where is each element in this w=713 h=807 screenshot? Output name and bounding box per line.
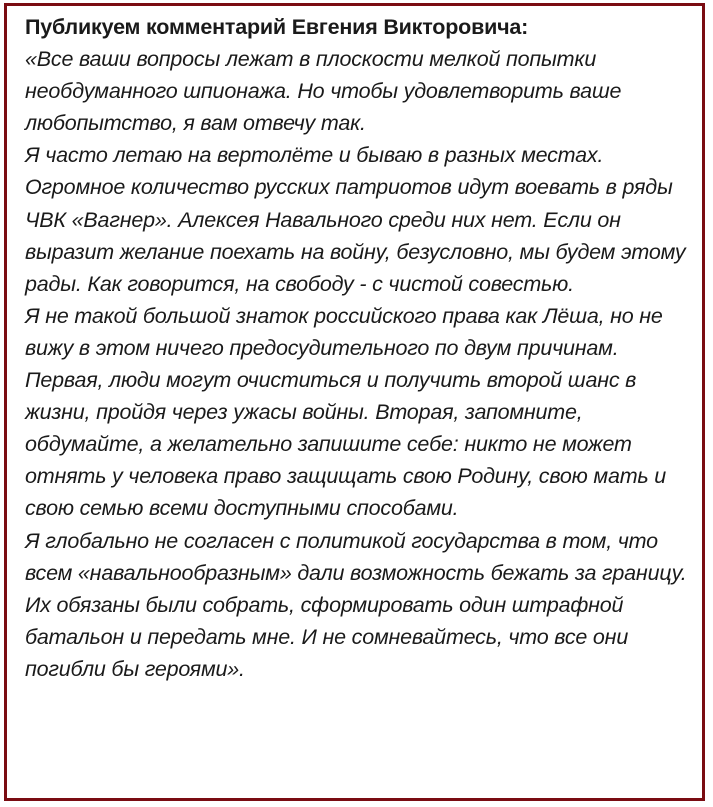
quote-paragraph-1: «Все ваши вопросы лежат в плоскости мелкой попытки необдуманного шпионажа. Но чтобы удовлетворить ваше любопытство, я вам отвечу так.: [25, 47, 622, 136]
quote-body: [25, 43, 695, 685]
quote-content: [25, 11, 695, 685]
quote-heading: Публикуем комментарий Евгения Викторовича:: [25, 15, 529, 39]
quote-frame: [4, 3, 705, 801]
quote-paragraph-4: Я глобально не согласен с политикой государства в том, что всем «навальнообразным» дали возможность бежать за границу. Их обязаны были собрать, сформировать один штрафной батальон и передать мне. И не сомневайтесь, что все они погибли бы героями».: [25, 528, 687, 681]
quote-paragraph-3: Я не такой большой знаток российского права как Лёша, но не вижу в этом ничего предосудительного по двум причинам. Первая, люди могут очиститься и получить второй шанс в жизни, пройдя через ужасы войны. Вторая, запомните, обдумайте, а желательно запишите себе: никто не может отнять у человека право защищать свою Родину, свою мать и свою семью всеми доступными способами.: [25, 303, 667, 521]
quote-paragraph-2: Я часто летаю на вертолёте и бываю в разных местах. Огромное количество русских патриотов идут воевать в ряды ЧВК «Вагнер». Алексея Навального среди них нет. Если он выразит желание поехать на войну, безусловно, мы будем этому рады. Как говорится, на свободу - с чистой совестью.: [25, 143, 686, 296]
